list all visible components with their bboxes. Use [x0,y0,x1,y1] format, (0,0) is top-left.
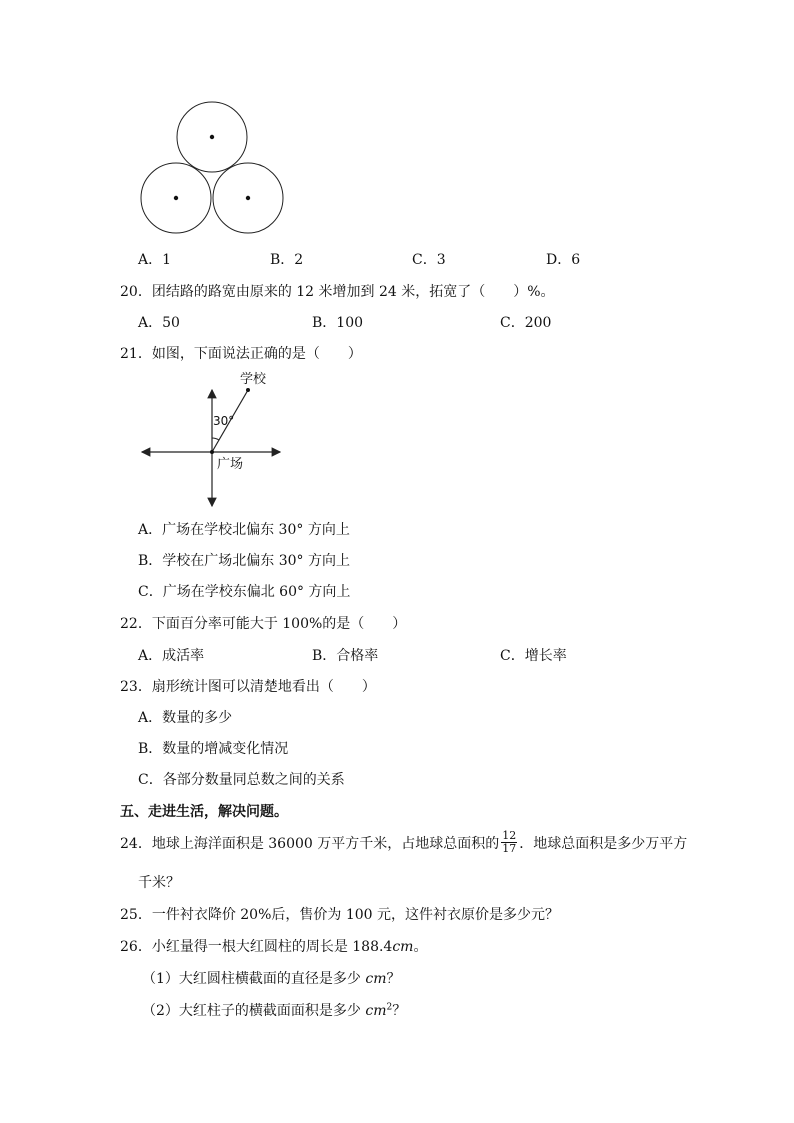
q20-option-a: A．50 [138,315,180,331]
square-label: 广场 [217,457,244,472]
q24-stem-continued: 千米？ [138,875,180,891]
q22-option-b: B．合格率 [312,648,379,664]
q26-sub1-unit: cm [365,971,387,987]
q24-stem-part1: 24．地球上海洋面积是 36000 万平方千米，占地球总面积的 [120,835,500,852]
school-label: 学校 [240,372,267,387]
q26-sub2 [142,1000,406,1020]
q22-option-c: C．增长率 [500,648,567,664]
q22-stem: 22．下面百分率可能大于 100%的是（ ） [120,616,407,632]
q26-sub1 [142,968,400,988]
q26-sub2-end: ？ [392,1003,407,1019]
q26-sub2-text: （2）大红柱子的横截面面积是多少 [142,1003,366,1019]
q26-unit: cm [392,939,414,955]
q20-option-c: C．200 [500,315,552,331]
q21-option-c: C．广场在学校东偏北 60° 方向上 [138,584,351,600]
fraction-denominator: 17 [502,842,517,855]
q23-option-b: B．数量的增减变化情况 [138,741,289,757]
q23-option-a: A．数量的多少 [138,710,233,726]
q19-option-d: D．6 [546,252,581,268]
center-dot-right [246,196,250,200]
q26-sub1-text: （1）大红圆柱横截面的直径是多少 [142,971,366,987]
q26-stem [120,936,427,956]
q26-sub1-end: ？ [386,971,401,987]
q21-stem: 21．如图，下面说法正确的是（ ） [120,346,362,362]
center-dot-left [174,196,178,200]
q24-stem [120,830,687,855]
q23-stem: 23．扇形统计图可以清楚地看出（ ） [120,679,376,695]
q21-option-a: A．广场在学校北偏东 30° 方向上 [138,522,350,538]
q19-option-a: A．1 [138,252,172,268]
q26-sub2-sup: 2 [386,1002,393,1013]
square-dot [210,450,214,454]
q20-stem: 20．团结路的路宽由原来的 12 米增加到 24 米，拓宽了（ ）%。 [120,284,555,300]
q21-option-b: B．学校在广场北偏东 30° 方向上 [138,553,351,569]
q19-option-b: B．2 [270,252,304,268]
q26-stem-end: 。 [413,939,428,955]
q24-stem-part2: ．地球总面积是多少万平方 [519,835,688,852]
q23-option-c: C．各部分数量同总数之间的关系 [138,772,345,788]
fraction-numerator: 12 [502,829,517,842]
q22-option-a: A．成活率 [138,648,205,664]
angle-arc [212,438,219,440]
q20-option-b: B．100 [312,315,364,331]
q24-fraction [501,830,517,855]
q19-option-c: C．3 [412,252,446,268]
direction-figure [138,366,288,511]
angle-label: 30° [213,414,235,428]
three-circles-figure [130,95,300,245]
q26-sub2-unit: cm [365,1003,387,1019]
q25-stem: 25．一件衬衣降价 20%后，售价为 100 元，这件衬衣原价是多少元？ [120,907,560,923]
q26-stem-text: 26．小红量得一根大红圆柱的周长是 188.4 [120,939,393,955]
center-dot-top [210,135,214,139]
section-title: 五、走进生活，解决问题。 [120,804,288,820]
school-dot [246,388,250,392]
